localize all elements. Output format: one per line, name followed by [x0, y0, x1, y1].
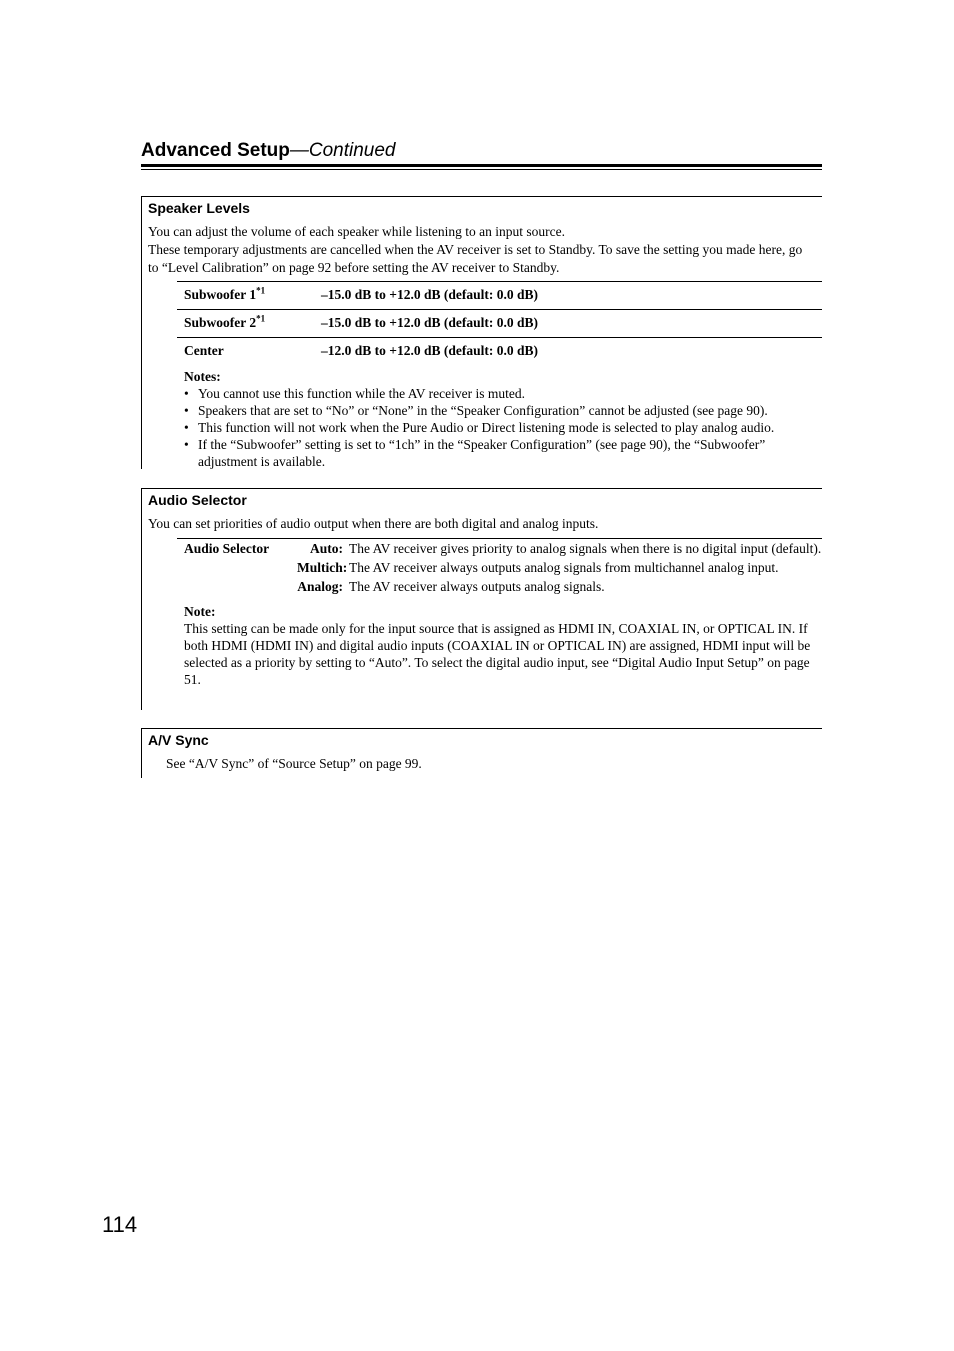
section-title: Audio Selector [148, 492, 247, 508]
header-rule-thin [141, 169, 822, 170]
notes-block [184, 368, 822, 470]
section-title: A/V Sync [148, 732, 209, 748]
intro-text: You can set priorities of audio output when there are both digital and analog inputs. [148, 516, 599, 531]
audio-selector-table [177, 538, 822, 597]
notes-heading: Notes: [184, 369, 221, 384]
option-description: The AV receiver always outputs analog signals from multichannel analog input. [349, 560, 779, 575]
option-name: Multich: [297, 560, 348, 575]
table-row [177, 310, 822, 338]
table-row [177, 338, 822, 366]
section-av-sync [141, 728, 822, 778]
setting-name: Subwoofer 1$^{*1}$ [177, 282, 314, 310]
note-block [184, 603, 822, 688]
list-item: • This function will not work when the Pure Audio or Direct listening mode is selected to play analog audio. [184, 419, 822, 436]
section-audio-selector [141, 488, 822, 710]
section-speaker-levels [141, 196, 822, 469]
option-name: Analog: [297, 579, 343, 594]
list-item: • If the “Subwoofer” setting is set to “1ch” in the “Speaker Configuration” (see page 90), the “Subwoofer” adjustment is available. [184, 436, 822, 470]
option-name: Auto: [310, 541, 343, 556]
setting-name: Subwoofer 2$^{*1}$ [177, 310, 314, 338]
note-heading: Note: [184, 604, 216, 619]
notes-list [184, 385, 822, 470]
setting-name: Audio Selector [184, 541, 270, 556]
header-continued: —Continued [289, 140, 396, 161]
list-item: • Speakers that are set to “No” or “None” in the “Speaker Configuration” cannot be adjusted (see page 90). [184, 402, 822, 419]
section-title: Speaker Levels [148, 200, 250, 216]
option-description: The AV receiver always outputs analog signals. [349, 579, 605, 594]
page-header-title [141, 139, 396, 163]
header-rule-thick [141, 164, 822, 167]
setting-range: –15.0 dB to +12.0 dB (default: 0.0 dB) [314, 282, 822, 310]
intro-text-2: These temporary adjustments are cancelled when the AV receiver is set to Standby. To save the setting you made here, go to “Level Calibration” on page 92 before setting the AV receiver to Standby. [148, 242, 803, 275]
table-row [177, 282, 822, 310]
setting-range: –15.0 dB to +12.0 dB (default: 0.0 dB) [314, 310, 822, 338]
option-description: The AV receiver gives priority to analog signals when there is no digital input (default). [349, 541, 822, 556]
speaker-levels-table [177, 281, 822, 365]
av-sync-text: See “A/V Sync” of “Source Setup” on page 99. [166, 756, 422, 771]
note-text: This setting can be made only for the input source that is assigned as HDMI IN, COAXIAL IN, or OPTICAL IN. If both HDMI (HDMI IN) and digital audio inputs (COAXIAL IN or OPTICAL IN) are assigned, HDMI input will be selected as a priority by setting to “Auto”. To select the digital audio input, see “Digital Audio Input Setup” on page 51. [184, 621, 811, 687]
list-item: • You cannot use this function while the AV receiver is muted. [184, 385, 822, 402]
page-number: 114 [102, 1212, 138, 1237]
setting-range: –12.0 dB to +12.0 dB (default: 0.0 dB) [314, 338, 822, 366]
intro-text: You can adjust the volume of each speaker while listening to an input source. [148, 224, 566, 239]
header-title-text: Advanced Setup [141, 140, 290, 161]
setting-name: Center [177, 338, 314, 366]
